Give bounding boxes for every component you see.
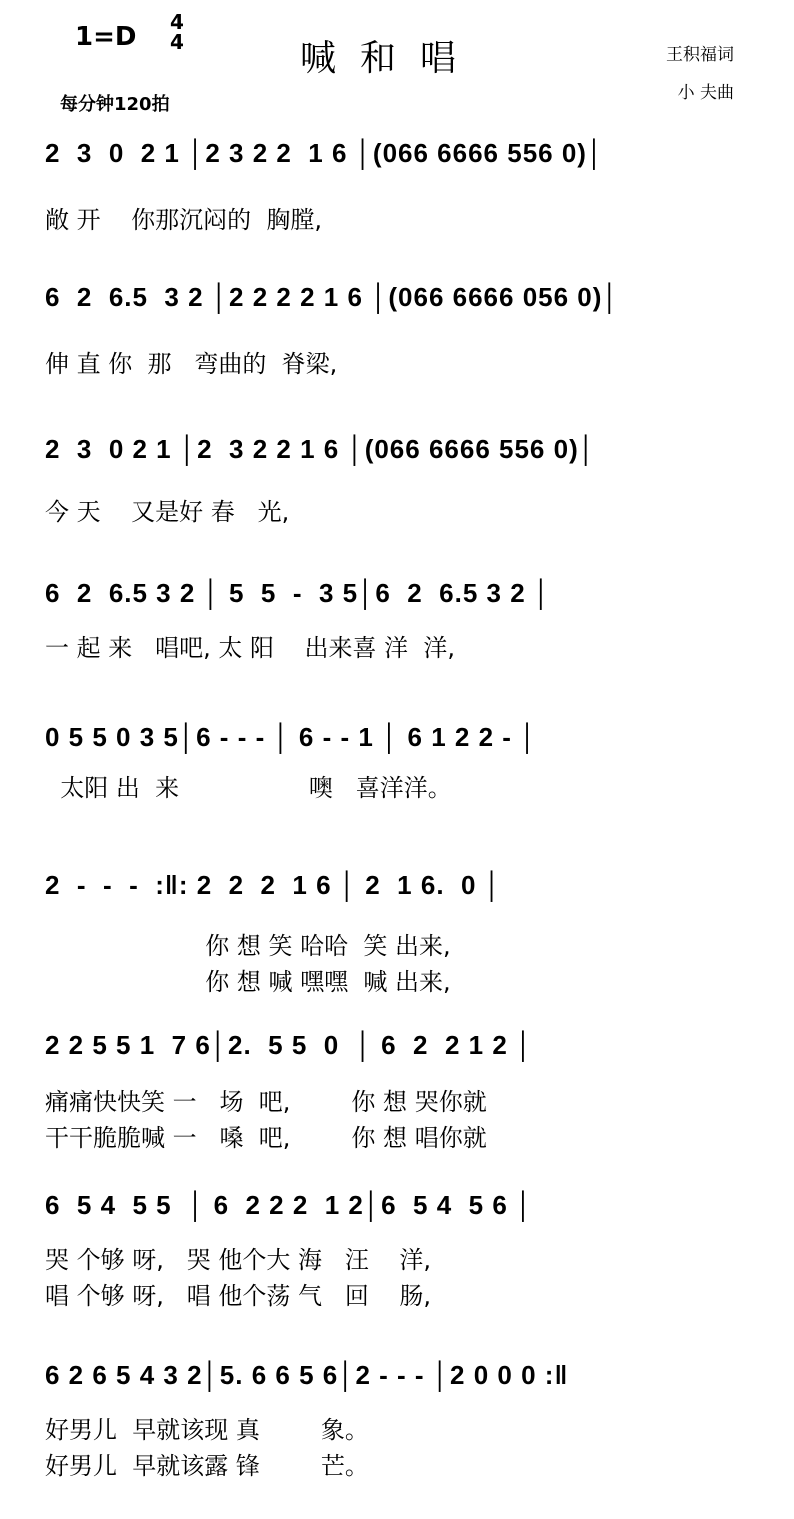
lyric-line: 好男儿 早就该现 真 象。 — [45, 1416, 369, 1444]
key-signature: 1=D — [75, 22, 137, 52]
notation-line: 2 3 0 2 1 │2 3 2 2 1 6 │(066 6666 556 0)│ — [45, 434, 596, 464]
lyric-line: 好男儿 早就该露 锋 芒。 — [45, 1452, 369, 1480]
lyric-line: 痛痛快快笑 一 场 吧, 你 想 哭你就 — [45, 1088, 487, 1116]
lyric-line: 干干脆脆喊 一 嗓 吧, 你 想 唱你就 — [45, 1124, 487, 1152]
lyric-line: 唱 个够 呀, 唱 他个荡 气 回 肠, — [45, 1282, 432, 1310]
notation-line: 6 2 6.5 3 2 │2 2 2 2 1 6 │(066 6666 056 0)│ — [45, 282, 620, 312]
time-signature — [170, 12, 184, 52]
lyric-line: 太阳 出 来 噢 喜洋洋。 — [45, 774, 452, 802]
notation-line: 6 5 4 5 5 │ 6 2 2 2 1 2│6 5 4 5 6 │ — [45, 1190, 534, 1220]
lyric-line: 敞 开 你那沉闷的 胸膛, — [45, 206, 323, 234]
notation-line: 6 2 6 5 4 3 2│5. 6 6 5 6│2 - - - │2 0 0 0 :‖ — [45, 1360, 569, 1390]
notation-line: 0 5 5 0 3 5│6 - - - │ 6 - - 1 │ 6 1 2 2 - │ — [45, 722, 538, 752]
lyric-line: 哭 个够 呀, 哭 他个大 海 汪 洋, — [45, 1246, 432, 1274]
notation-line: 2 - - - :‖: 2 2 2 1 6 │ 2 1 6. 0 │ — [45, 870, 502, 900]
notation-line: 2 2 5 5 1 7 6│2. 5 5 0 │ 6 2 2 1 2 │ — [45, 1030, 534, 1060]
lyricist-credit: 王积福词 — [666, 45, 734, 65]
time-signature-bottom: 4 — [170, 30, 184, 54]
notation-line: 2 3 0 2 1 │2 3 2 2 1 6 │(066 6666 556 0)│ — [45, 138, 605, 168]
notation-line: 6 2 6.5 3 2 │ 5 5 - 3 5│6 2 6.5 3 2 │ — [45, 578, 552, 608]
lyric-line: 你 想 喊 嘿嘿 喊 出来, — [45, 968, 451, 996]
lyric-line: 一 起 来 唱吧, 太 阳 出来喜 洋 洋, — [45, 634, 456, 662]
song-title: 喊和唱 — [300, 38, 481, 79]
time-signature-top: 4 — [170, 10, 184, 34]
lyric-line: 今 天 又是好 春 光, — [45, 498, 290, 526]
lyric-line: 伸 直 你 那 弯曲的 脊梁, — [45, 350, 338, 378]
tempo-marking: 每分钟120拍 — [60, 94, 170, 115]
composer-credit: 小 夫曲 — [677, 83, 734, 103]
lyric-line: 你 想 笑 哈哈 笑 出来, — [45, 932, 451, 960]
